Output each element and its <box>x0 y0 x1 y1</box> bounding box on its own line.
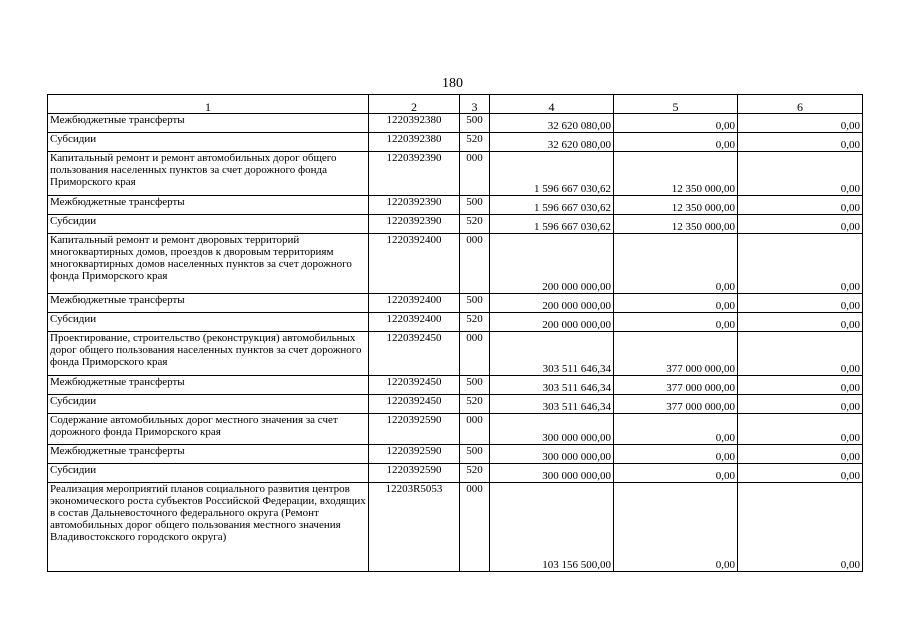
row-type-cell: 500 <box>460 114 490 133</box>
table-row <box>48 313 863 332</box>
budget-table <box>47 94 863 572</box>
row-type-cell: 000 <box>460 332 490 376</box>
budget-table-body <box>48 95 863 572</box>
row-type-cell: 520 <box>460 395 490 414</box>
table-row <box>48 414 863 445</box>
table-row <box>48 114 863 133</box>
row-value-col4: 300 000 000,00 <box>490 445 614 464</box>
header-cell-4: 4 <box>490 95 614 114</box>
row-value-col5: 377 000 000,00 <box>614 332 738 376</box>
row-value-col5: 377 000 000,00 <box>614 395 738 414</box>
row-name-cell: Межбюджетные трансферты <box>48 376 369 395</box>
row-value-col5: 0,00 <box>614 234 738 294</box>
table-row <box>48 294 863 313</box>
row-code-cell: 12203R5053 <box>369 483 460 572</box>
row-code-cell: 1220392380 <box>369 133 460 152</box>
row-value-col5: 0,00 <box>614 414 738 445</box>
row-value-col4: 1 596 667 030,62 <box>490 215 614 234</box>
header-cell-1: 1 <box>48 95 369 114</box>
row-value-col6: 0,00 <box>738 133 863 152</box>
row-value-col6: 0,00 <box>738 464 863 483</box>
row-value-col6: 0,00 <box>738 294 863 313</box>
row-value-col5: 0,00 <box>614 464 738 483</box>
row-type-cell: 520 <box>460 133 490 152</box>
row-type-cell: 500 <box>460 445 490 464</box>
table-row <box>48 196 863 215</box>
header-cell-3: 3 <box>460 95 490 114</box>
row-code-cell: 1220392390 <box>369 152 460 196</box>
table-row <box>48 445 863 464</box>
row-type-cell: 520 <box>460 313 490 332</box>
row-value-col4: 303 511 646,34 <box>490 332 614 376</box>
header-cell-6: 6 <box>738 95 863 114</box>
row-value-col5: 0,00 <box>614 114 738 133</box>
row-value-col4: 200 000 000,00 <box>490 313 614 332</box>
row-code-cell: 1220392450 <box>369 376 460 395</box>
row-type-cell: 000 <box>460 483 490 572</box>
row-value-col6: 0,00 <box>738 483 863 572</box>
row-code-cell: 1220392590 <box>369 464 460 483</box>
row-code-cell: 1220392390 <box>369 196 460 215</box>
row-code-cell: 1220392380 <box>369 114 460 133</box>
row-name-cell: Содержание автомобильных дорог местного значения за счет дорожного фонда Приморского края <box>48 414 369 445</box>
row-value-col4: 300 000 000,00 <box>490 464 614 483</box>
table-row <box>48 234 863 294</box>
row-code-cell: 1220392590 <box>369 414 460 445</box>
row-value-col4: 200 000 000,00 <box>490 294 614 313</box>
row-type-cell: 000 <box>460 414 490 445</box>
row-name-cell: Межбюджетные трансферты <box>48 114 369 133</box>
row-value-col6: 0,00 <box>738 114 863 133</box>
row-value-col5: 0,00 <box>614 445 738 464</box>
row-value-col4: 1 596 667 030,62 <box>490 196 614 215</box>
page-number: 180 <box>442 76 463 91</box>
row-type-cell: 000 <box>460 234 490 294</box>
row-value-col5: 12 350 000,00 <box>614 152 738 196</box>
row-value-col5: 12 350 000,00 <box>614 215 738 234</box>
row-name-cell: Субсидии <box>48 133 369 152</box>
table-row <box>48 464 863 483</box>
row-name-cell: Капитальный ремонт и ремонт автомобильных дорог общего пользования населенных пунктов за счет дорожного фонда Приморского края <box>48 152 369 196</box>
row-value-col4: 303 511 646,34 <box>490 376 614 395</box>
row-code-cell: 1220392400 <box>369 294 460 313</box>
row-value-col6: 0,00 <box>738 332 863 376</box>
row-value-col4: 32 620 080,00 <box>490 133 614 152</box>
row-code-cell: 1220392400 <box>369 234 460 294</box>
row-value-col4: 200 000 000,00 <box>490 234 614 294</box>
header-row <box>48 95 863 114</box>
row-name-cell: Межбюджетные трансферты <box>48 445 369 464</box>
header-cell-2: 2 <box>369 95 460 114</box>
row-name-cell: Межбюджетные трансферты <box>48 196 369 215</box>
table-row <box>48 376 863 395</box>
header-cell-5: 5 <box>614 95 738 114</box>
row-value-col6: 0,00 <box>738 445 863 464</box>
row-value-col5: 0,00 <box>614 294 738 313</box>
row-value-col5: 377 000 000,00 <box>614 376 738 395</box>
table-row <box>48 215 863 234</box>
row-value-col5: 0,00 <box>614 313 738 332</box>
row-type-cell: 500 <box>460 376 490 395</box>
table-row <box>48 332 863 376</box>
row-type-cell: 520 <box>460 464 490 483</box>
table-row <box>48 152 863 196</box>
row-value-col5: 0,00 <box>614 133 738 152</box>
row-value-col6: 0,00 <box>738 395 863 414</box>
table-row <box>48 133 863 152</box>
row-name-cell: Проектирование, строительство (реконструкция) автомобильных дорог общего пользования населенных пунктов за счет дорожного фонда Приморского края <box>48 332 369 376</box>
row-value-col4: 32 620 080,00 <box>490 114 614 133</box>
row-value-col6: 0,00 <box>738 215 863 234</box>
row-type-cell: 500 <box>460 294 490 313</box>
row-value-col6: 0,00 <box>738 414 863 445</box>
row-code-cell: 1220392450 <box>369 395 460 414</box>
row-value-col4: 103 156 500,00 <box>490 483 614 572</box>
row-value-col4: 300 000 000,00 <box>490 414 614 445</box>
row-code-cell: 1220392400 <box>369 313 460 332</box>
row-type-cell: 500 <box>460 196 490 215</box>
row-name-cell: Субсидии <box>48 464 369 483</box>
row-name-cell: Реализация мероприятий планов социального развития центров экономического роста субъектов Российской Федерации, входящих в состав Дальневосточного федерального округа (Ремонт автомобильных дорог общего пользования местного значения Владивостокского городского округа) <box>48 483 369 572</box>
row-name-cell: Субсидии <box>48 215 369 234</box>
row-value-col5: 0,00 <box>614 483 738 572</box>
row-name-cell: Межбюджетные трансферты <box>48 294 369 313</box>
row-name-cell: Субсидии <box>48 313 369 332</box>
row-value-col4: 303 511 646,34 <box>490 395 614 414</box>
row-value-col6: 0,00 <box>738 234 863 294</box>
row-name-cell: Капитальный ремонт и ремонт дворовых территорий многоквартирных домов, проездов к дворовым территориям многоквартирных домов населенных пунктов за счет дорожного фонда Приморского края <box>48 234 369 294</box>
row-code-cell: 1220392590 <box>369 445 460 464</box>
table-row <box>48 483 863 572</box>
row-value-col6: 0,00 <box>738 152 863 196</box>
row-value-col6: 0,00 <box>738 196 863 215</box>
row-name-cell: Субсидии <box>48 395 369 414</box>
row-value-col6: 0,00 <box>738 313 863 332</box>
table-row <box>48 395 863 414</box>
row-value-col4: 1 596 667 030,62 <box>490 152 614 196</box>
row-value-col6: 0,00 <box>738 376 863 395</box>
row-code-cell: 1220392390 <box>369 215 460 234</box>
row-code-cell: 1220392450 <box>369 332 460 376</box>
row-type-cell: 000 <box>460 152 490 196</box>
row-value-col5: 12 350 000,00 <box>614 196 738 215</box>
row-type-cell: 520 <box>460 215 490 234</box>
